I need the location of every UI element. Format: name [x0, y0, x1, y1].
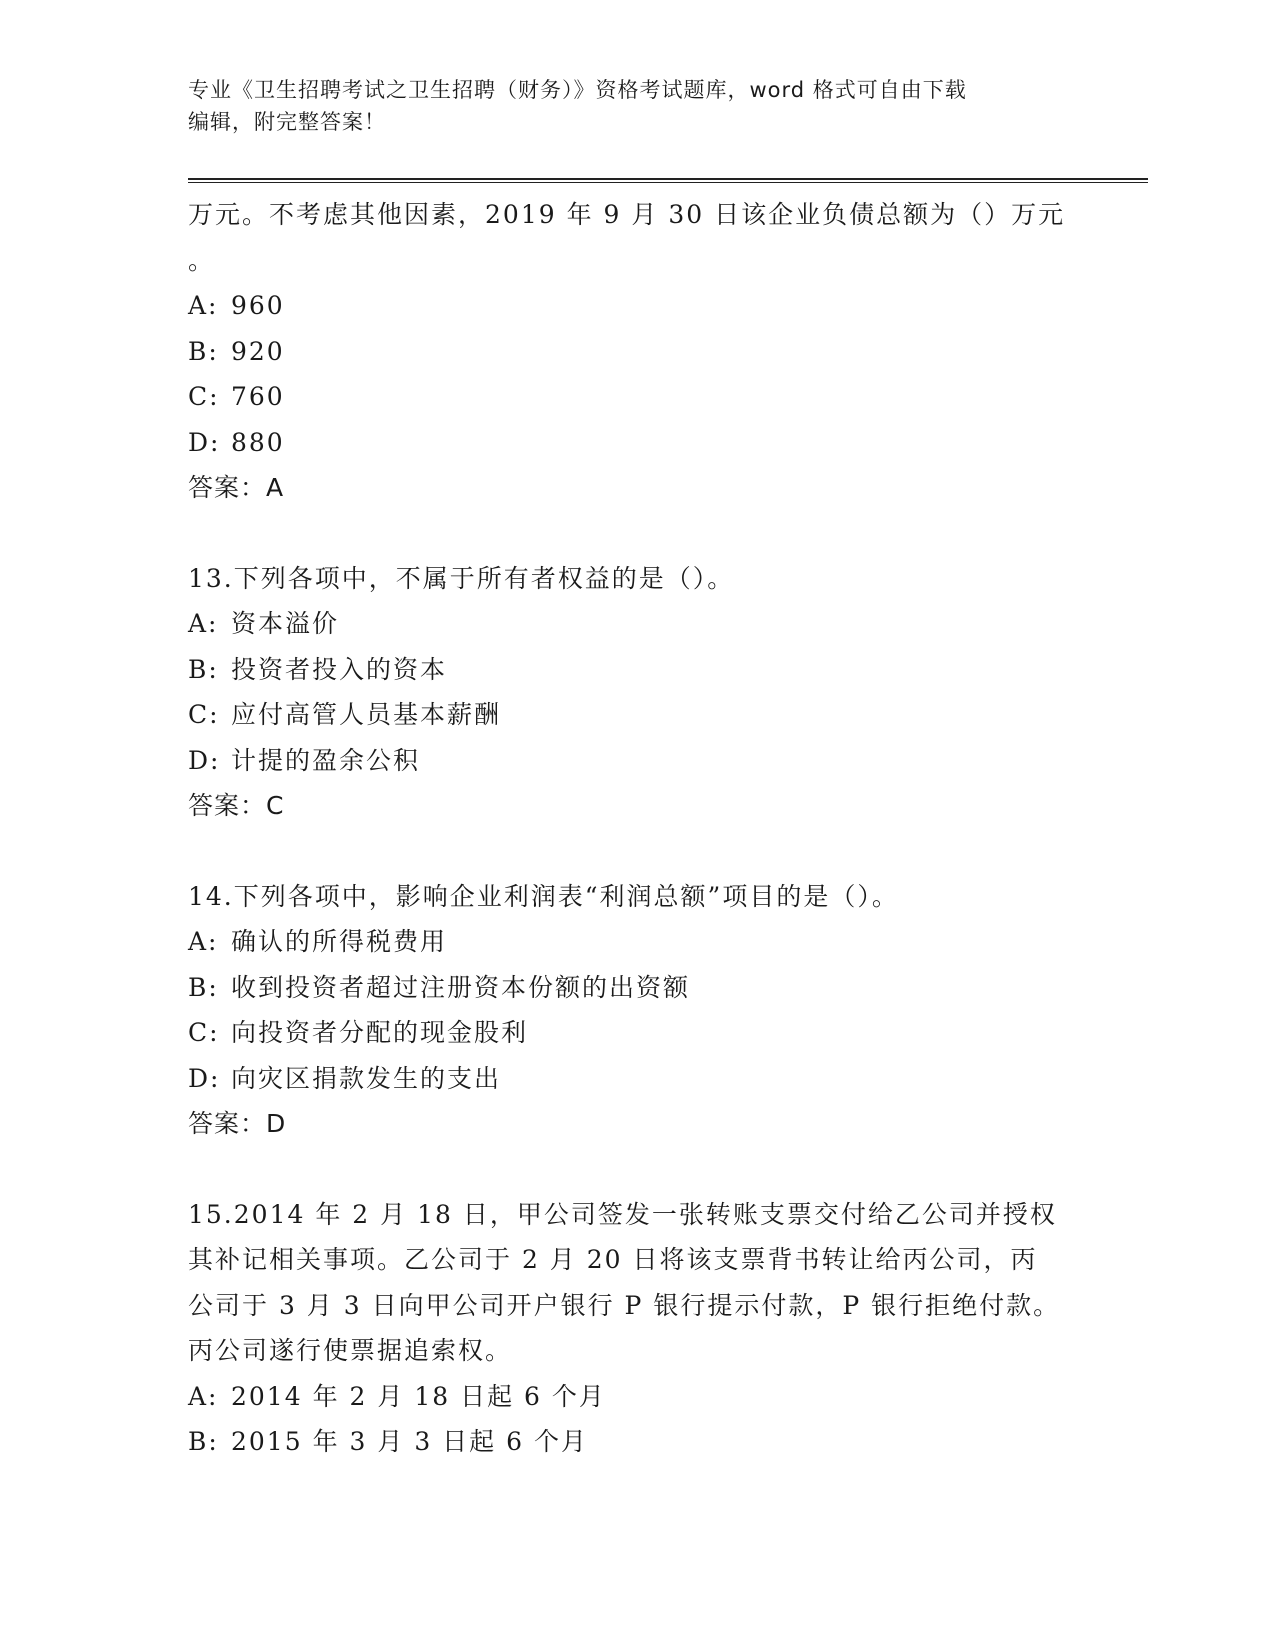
- option-text: 确认的所得税费用: [231, 927, 448, 956]
- question-stem-line: 。: [188, 245, 216, 275]
- option-label: A:: [188, 291, 219, 320]
- option-label: C:: [188, 1018, 220, 1047]
- option-label: C:: [188, 700, 220, 729]
- option-c: [188, 374, 1148, 420]
- option-b: [188, 1419, 1148, 1465]
- option-c: [188, 692, 1148, 738]
- option-c: [188, 1010, 1148, 1056]
- question-14: [188, 874, 1148, 1147]
- option-text: 960: [231, 291, 285, 320]
- option-a: [188, 919, 1148, 965]
- question-stem-line: 15.2014 年 2 月 18 日，甲公司签发一张转账支票交付给乙公司并授权: [188, 1199, 1057, 1229]
- question-stem-line: 其补记相关事项。乙公司于 2 月 20 日将该支票背书转让给丙公司，丙: [188, 1245, 1038, 1274]
- option-b: [188, 965, 1148, 1011]
- answer-line: 答案：A: [188, 473, 285, 502]
- document-body: [188, 192, 1148, 1465]
- option-label: A:: [188, 927, 219, 956]
- answer-line: 答案：C: [188, 791, 285, 820]
- option-label: D:: [188, 745, 221, 775]
- option-label: C:: [188, 382, 220, 411]
- option-a: [188, 601, 1148, 647]
- question-12: [188, 192, 1148, 511]
- option-text: 投资者投入的资本: [231, 654, 448, 684]
- option-label: B:: [188, 1427, 219, 1456]
- option-label: B:: [188, 654, 219, 684]
- header-divider: [188, 178, 1148, 183]
- option-text: 应付高管人员基本薪酬: [231, 700, 502, 729]
- option-label: A:: [188, 1381, 219, 1411]
- question-stem: 13.下列各项中，不属于所有者权益的是（）。: [188, 563, 735, 593]
- option-text: 向灾区捐款发生的支出: [231, 1063, 502, 1093]
- spacer: [188, 1147, 1148, 1192]
- option-b: [188, 329, 1148, 375]
- option-d: [188, 420, 1148, 466]
- option-label: B:: [188, 336, 219, 366]
- option-label: D:: [188, 1063, 221, 1093]
- option-label: A:: [188, 609, 219, 638]
- option-text: 920: [231, 336, 285, 366]
- spacer: [188, 511, 1148, 556]
- option-text: 向投资者分配的现金股利: [231, 1018, 529, 1047]
- option-text: 资本溢价: [231, 609, 340, 638]
- option-text: 2014 年 2 月 18 日起 6 个月: [231, 1381, 606, 1411]
- option-text: 2015 年 3 月 3 日起 6 个月: [231, 1427, 588, 1456]
- option-a: [188, 1374, 1148, 1420]
- question-13: [188, 556, 1148, 829]
- question-stem: 14.下列各项中，影响企业利润表“利润总额”项目的是（）。: [188, 881, 899, 911]
- header-line-2: 编辑，附完整答案！: [188, 110, 386, 134]
- question-stem-line: 公司于 3 月 3 日向甲公司开户银行 P 银行提示付款，P 银行拒绝付款。: [188, 1290, 1061, 1320]
- option-text: 760: [231, 382, 285, 411]
- option-label: D:: [188, 427, 221, 457]
- option-d: [188, 738, 1148, 784]
- option-text: 收到投资者超过注册资本份额的出资额: [231, 972, 691, 1002]
- question-stem-line: 丙公司遂行使票据追索权。: [188, 1336, 513, 1365]
- header-line-1: 专业《卫生招聘考试之卫生招聘（财务）》资格考试题库，word 格式可自由下载: [188, 78, 967, 102]
- question-stem-line: 万元。不考虑其他因素，2019 年 9 月 30 日该企业负债总额为（）万元: [188, 200, 1066, 229]
- option-d: [188, 1056, 1148, 1102]
- answer-line: 答案：D: [188, 1109, 287, 1138]
- option-text: 计提的盈余公积: [231, 745, 421, 775]
- option-a: [188, 283, 1148, 329]
- question-15: [188, 1192, 1148, 1465]
- page-header: [188, 74, 1088, 138]
- option-b: [188, 647, 1148, 693]
- option-text: 880: [231, 427, 285, 457]
- spacer: [188, 829, 1148, 874]
- option-label: B:: [188, 972, 219, 1002]
